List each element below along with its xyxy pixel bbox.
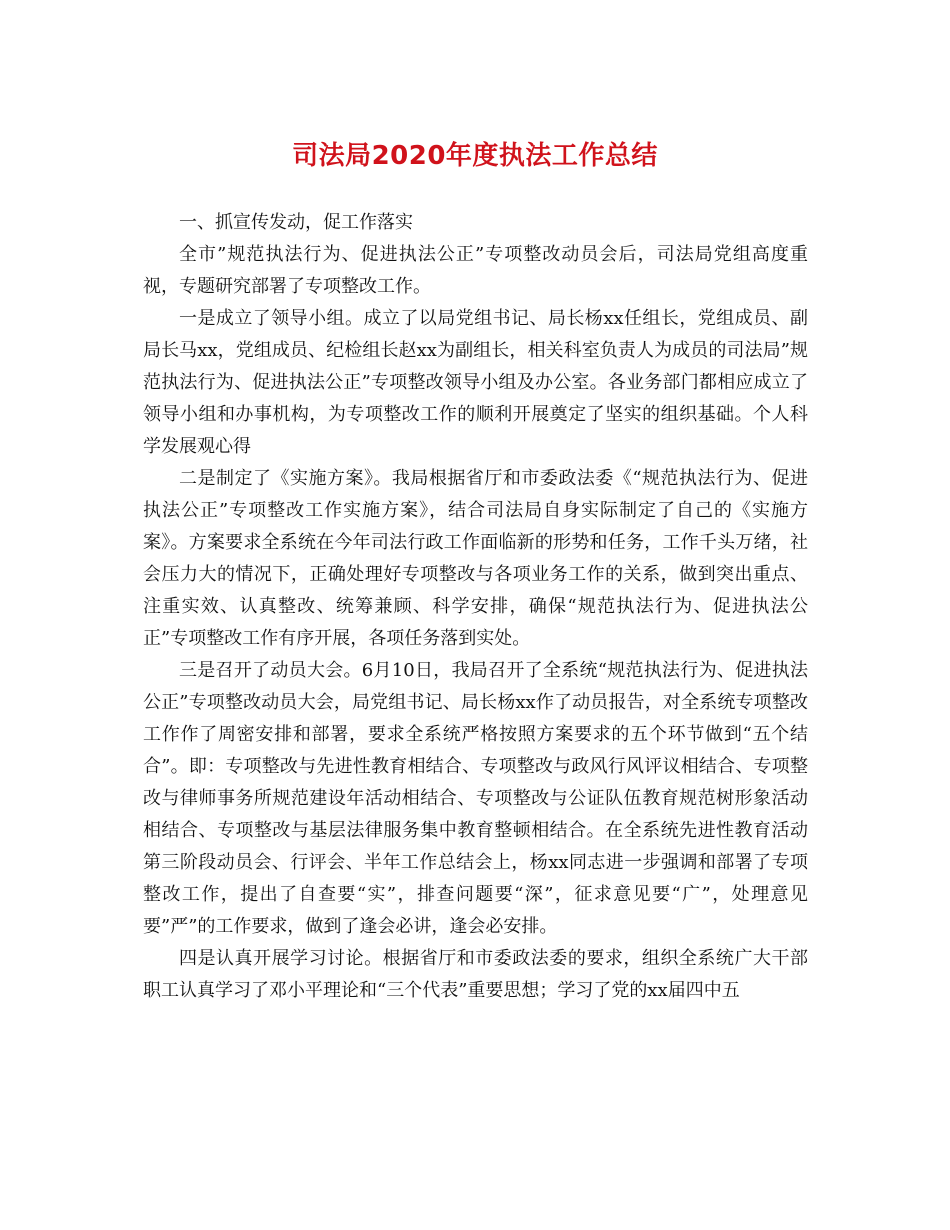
paragraph: 全市”规范执法行为、促进执法公正”专项整改动员会后，司法局党组高度重视，专题研究部署了专项整改工作。: [143, 244, 808, 297]
document-title: 司法局2020年度执法工作总结: [292, 141, 658, 171]
paragraph: 一是成立了领导小组。成立了以局党组书记、局长杨xx任组长，党组成员、副局长马xx，党组成员、纪检组长赵xx为副组长，相关科室负责人为成员的司法局”规范执法行为、促进执法公正”专项整改领导小组及办公室。各业务部门都相应成立了领导小组和办事机构，为专项整改工作的顺利开展奠定了坚实的组织基础。个人科学发展观心得: [143, 308, 808, 457]
paragraph: 三是召开了动员大会。6月10日，我局召开了全系统“规范执法行为、促进执法公正”专项整改动员大会，局党组书记、局长杨xx作了动员报告，对全系统专项整改工作作了周密安排和部署，要求全系统严格按照方案要求的五个环节做到“五个结合”。即：专项整改与先进性教育相结合、专项整改与政风行风评议相结合、专项整改与律师事务所规范建设年活动相结合、专项整改与公证队伍教育规范树形象活动相结合、专项整改与基层法律服务集中教育整顿相结合。在全系统先进性教育活动第三阶段动员会、行评会、半年工作总结会上，杨xx同志进一步强调和部署了专项整改工作，提出了自查要“实”，排查问题要“深”，征求意见要“广”，处理意见要”严”的工作要求，做到了逢会必讲，逢会必安排。: [143, 660, 808, 937]
paragraph: 四是认真开展学习讨论。根据省厅和市委政法委的要求，组织全系统广大干部职工认真学习了邓小平理论和“三个代表”重要思想；学习了党的xx届四中五: [143, 948, 808, 1001]
section-heading: 一、抓宣传发动，促工作落实: [179, 212, 413, 233]
paragraph: 二是制定了《实施方案》。我局根据省厅和市委政法委《“规范执法行为、促进执法公正”专项整改工作实施方案》，结合司法局自身实际制定了自己的《实施方案》。方案要求全系统在今年司法行政工作面临新的形势和任务，工作千头万绪，社会压力大的情况下，正确处理好专项整改与各项业务工作的关系，做到突出重点、注重实效、认真整改、统筹兼顾、科学安排，确保“规范执法行为、促进执法公正”专项整改工作有序开展，各项任务落到实处。: [143, 468, 808, 649]
document-body: [143, 207, 808, 1007]
